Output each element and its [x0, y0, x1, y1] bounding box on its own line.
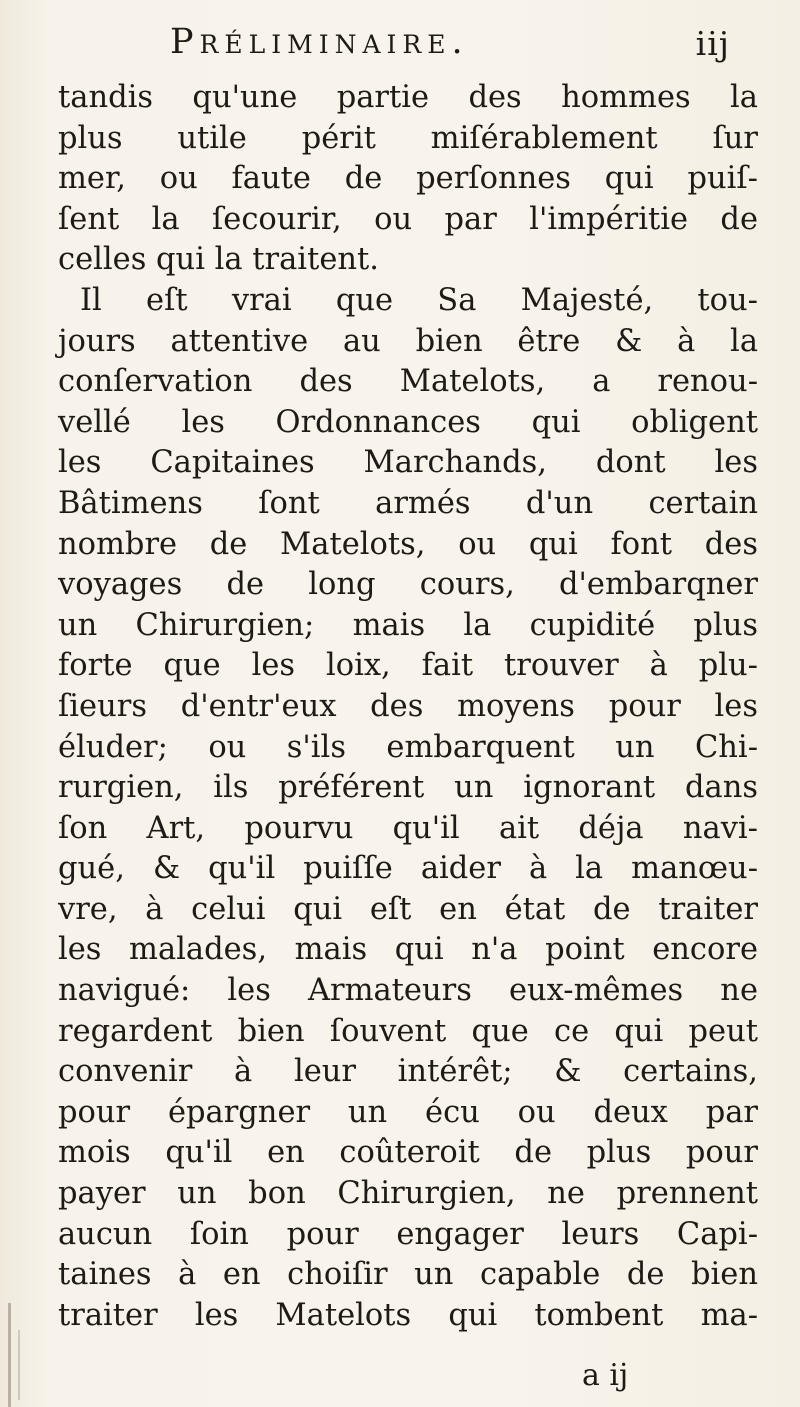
text-line: vellé les Ordonnances qui obligent: [58, 404, 758, 440]
running-title: Préliminaire.: [170, 22, 469, 62]
binding-edge: [8, 1303, 11, 1407]
text-line: éluder; ou s'ils embarquent un Chi-: [58, 729, 758, 765]
text-line: taines à en choiſir un capable de bien: [58, 1257, 758, 1293]
text-line: ſon Art, pourvu qu'il ait déja navi-: [58, 810, 758, 846]
text-line: conſervation des Matelots, a renou-: [58, 364, 758, 400]
text-line: convenir à leur intérêt; & certains,: [58, 1054, 758, 1090]
text-line: ſent la ſecourir, ou par l'impéritie de: [58, 201, 758, 237]
text-line: pour épargner un écu ou deux par: [58, 1094, 758, 1130]
text-line: rurgien, ils préférent un ignorant dans: [58, 770, 758, 806]
text-line: traiter les Matelots qui tombent ma-: [58, 1297, 758, 1333]
text-line: gué, & qu'il puiſſe aider à la manœu-: [58, 851, 758, 887]
text-line: celles qui la traitent.: [58, 242, 379, 278]
text-line: voyages de long cours, d'embarqner: [58, 567, 758, 603]
text-line: vre, à celui qui eſt en état de traiter: [58, 891, 758, 927]
binding-edge-shadow: [18, 1330, 20, 1400]
text-line: les malades, mais qui n'a point encore: [58, 932, 758, 968]
text-line: Il eſt vrai que Sa Majesté, tou-: [80, 282, 758, 318]
text-line: les Capitaines Marchands, dont les: [58, 445, 758, 481]
text-line: nombre de Matelots, ou qui font des: [58, 526, 758, 562]
text-line: ſieurs d'entr'eux des moyens pour les: [58, 688, 758, 724]
page-number: iij: [695, 24, 730, 63]
text-line: payer un bon Chirurgien, ne prennent: [58, 1176, 758, 1212]
text-line: navigué: les Armateurs eux-mêmes ne: [58, 973, 758, 1009]
text-line: tandis qu'une partie des hommes la: [58, 80, 758, 115]
text-line: plus utile périt miſérablement ſur: [58, 120, 758, 156]
body-text: [58, 78, 758, 1336]
text-line: regardent bien ſouvent que ce qui peut: [58, 1013, 758, 1049]
text-line: mois qu'il en coûteroit de plus pour: [58, 1135, 758, 1171]
text-line: un Chirurgien; mais la cupidité plus: [58, 607, 758, 643]
signature-mark: a ij: [582, 1358, 629, 1393]
running-head: [170, 18, 730, 78]
text-line: mer, ou faute de perſonnes qui puiſ-: [58, 161, 758, 197]
text-line: Bâtimens ſont armés d'un certain: [58, 485, 758, 521]
text-line: jours attentive au bien être & à la: [58, 323, 758, 359]
text-line: forte que les loix, fait trouver à plu-: [58, 648, 758, 684]
text-line: aucun ſoin pour engager leurs Capi-: [58, 1216, 758, 1252]
